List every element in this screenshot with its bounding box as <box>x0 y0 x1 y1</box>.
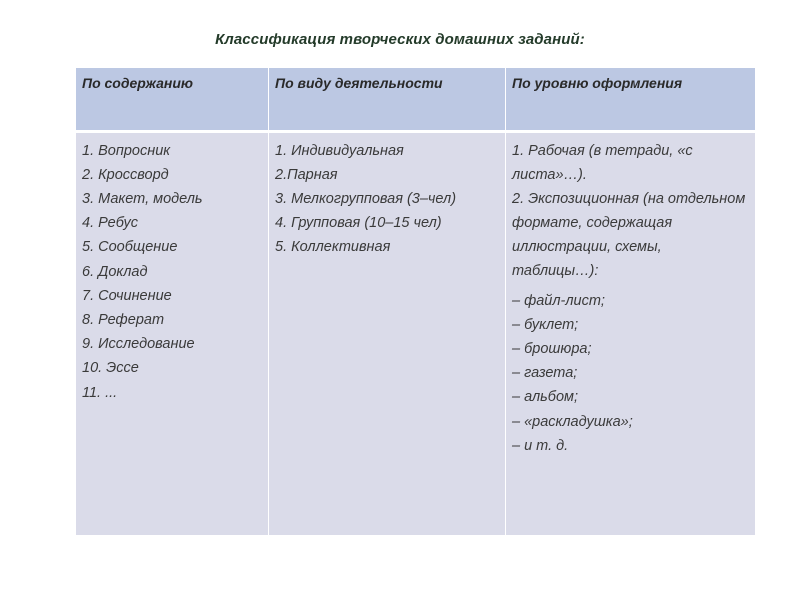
design-list <box>512 139 749 283</box>
list-item: – альбом; <box>512 389 578 406</box>
list-item: – буклет; <box>512 316 579 333</box>
design-sublist <box>512 289 749 458</box>
list-item: 2. Экспозиционная (на отдельном формате, содержащая иллюстрации, схемы, таблицы…): <box>512 190 746 279</box>
list-item: 2. Кроссворд <box>82 166 169 183</box>
cell-by-design <box>506 131 756 535</box>
list-item: 3. Мелкогрупповая (3–чел) <box>275 190 457 207</box>
list-item: – «раскладушка»; <box>512 413 633 430</box>
list-item: 8. Реферат <box>82 311 165 328</box>
header-by-content: По содержанию <box>76 68 269 131</box>
list-item: 2.Парная <box>275 166 338 183</box>
list-item: – файл-лист; <box>512 292 605 309</box>
header-row <box>76 68 756 131</box>
table-row <box>76 131 756 535</box>
list-item: – газета; <box>512 365 578 382</box>
header-by-activity: По виду деятельности <box>269 68 506 131</box>
list-item: 5. Коллективная <box>275 239 391 256</box>
activity-list <box>275 139 499 260</box>
list-item: – и т. д. <box>512 437 569 454</box>
list-item: 10. Эссе <box>82 360 139 377</box>
list-item: 7. Сочинение <box>82 287 172 304</box>
page-title: Классификация творческих домашних заданий: <box>215 31 585 48</box>
list-item: 4. Ребус <box>82 215 139 232</box>
header-by-design: По уровню оформления <box>506 68 756 131</box>
list-item: 3. Макет, модель <box>82 190 203 207</box>
cell-by-activity <box>269 131 506 535</box>
list-item: 6. Доклад <box>82 263 148 280</box>
list-item: 4. Групповая (10–15 чел) <box>275 215 442 232</box>
list-item: 5. Сообщение <box>82 239 178 256</box>
list-item: 1. Рабочая (в тетради, «с листа»…). <box>512 142 693 183</box>
list-item: 1. Вопросник <box>82 142 171 159</box>
list-item: 9. Исследование <box>82 336 195 353</box>
content-list <box>82 139 262 405</box>
list-item: 1. Индивидуальная <box>275 142 404 159</box>
classification-table <box>75 68 756 535</box>
cell-by-content <box>76 131 269 535</box>
list-item: 11. ... <box>82 384 118 401</box>
list-item: – брошюра; <box>512 340 592 357</box>
